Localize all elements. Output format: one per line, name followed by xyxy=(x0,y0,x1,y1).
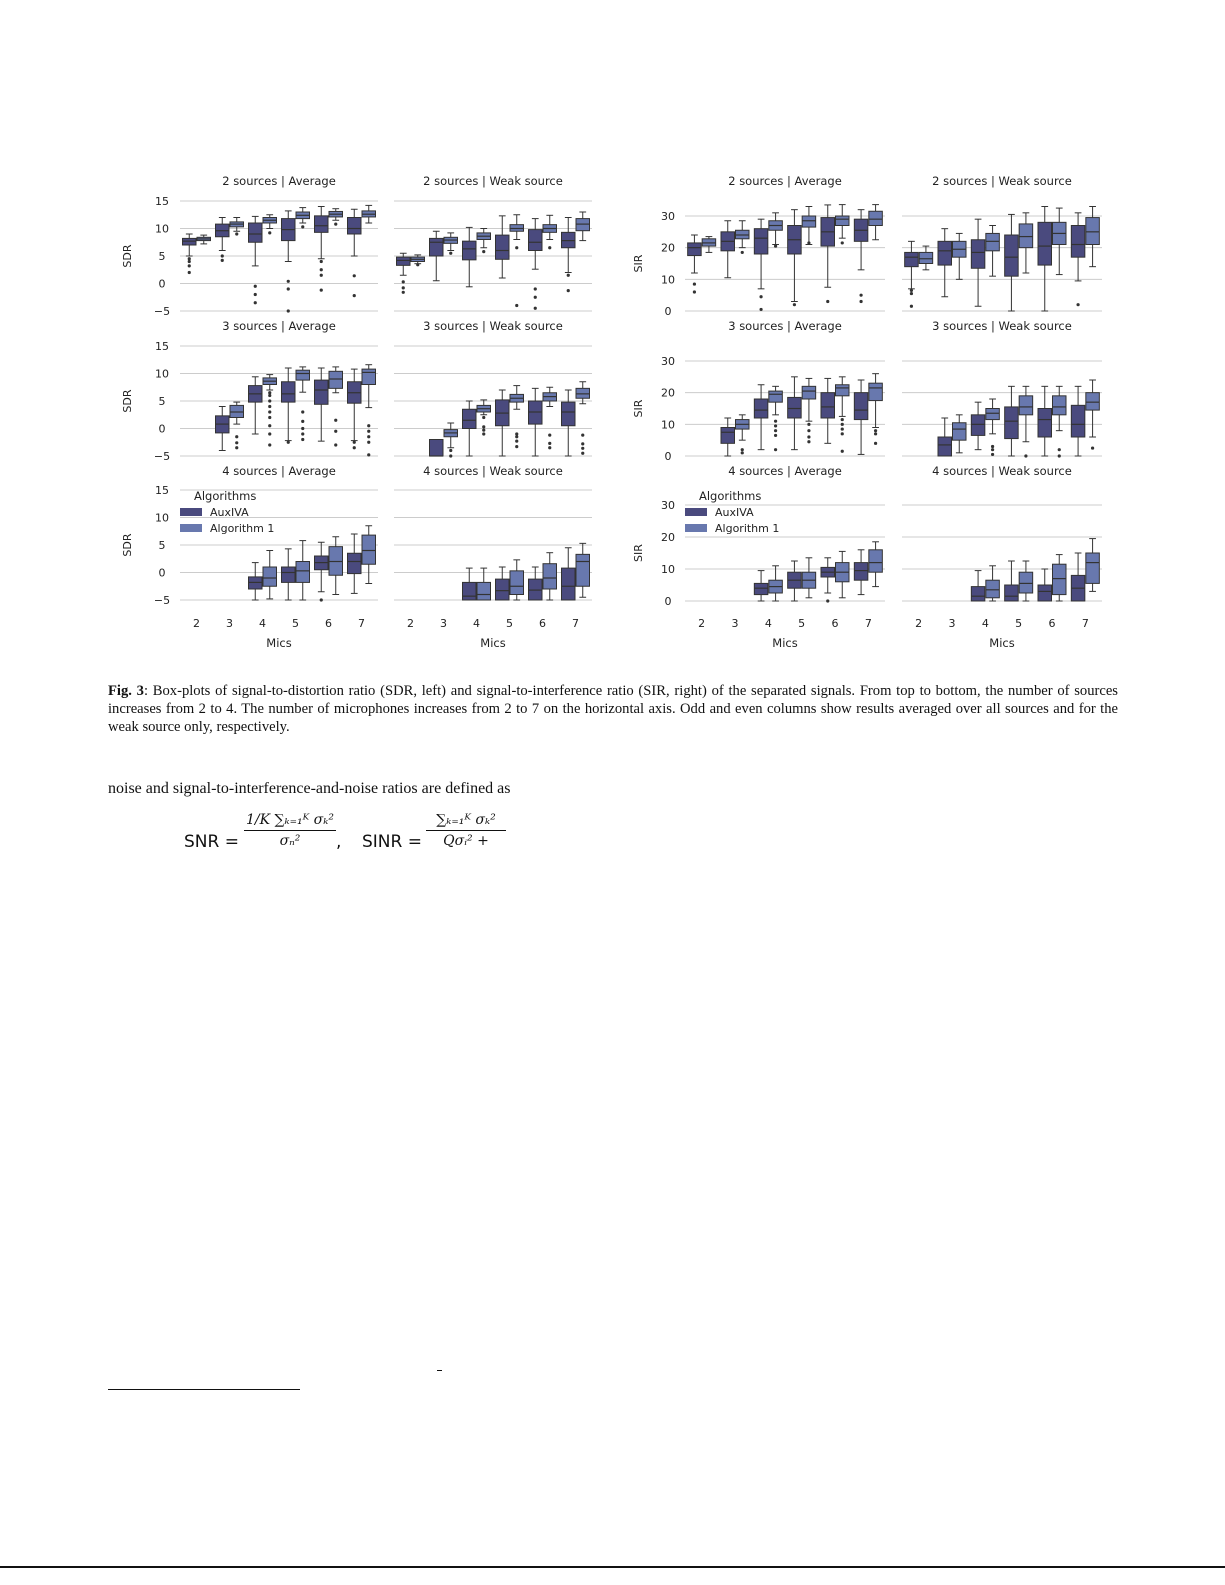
outlier-point xyxy=(449,454,452,457)
box xyxy=(1005,235,1019,276)
outlier-point xyxy=(188,257,191,260)
outlier-point xyxy=(482,250,485,253)
x-tick-label: 7 xyxy=(358,617,365,630)
box xyxy=(836,385,850,396)
box xyxy=(496,579,510,600)
box xyxy=(496,235,510,259)
box xyxy=(836,216,850,226)
outlier-point xyxy=(793,303,796,306)
outlier-point xyxy=(1091,446,1094,449)
x-tick-label: 2 xyxy=(407,617,414,630)
outlier-point xyxy=(301,410,304,413)
legend-title: Algorithms xyxy=(194,489,257,503)
box xyxy=(869,211,883,225)
figure-3-boxplots xyxy=(0,0,1225,670)
x-tick-label: 2 xyxy=(915,617,923,630)
box xyxy=(721,428,735,444)
box xyxy=(754,399,768,418)
outlier-point xyxy=(320,274,323,277)
outlier-point xyxy=(910,305,913,308)
outlier-point xyxy=(287,441,290,444)
outlier-point xyxy=(859,300,862,303)
x-tick-label: 3 xyxy=(440,617,447,630)
box xyxy=(869,550,883,572)
y-tick-label: 5 xyxy=(158,250,166,263)
panel-title: 2 sources | Average xyxy=(222,174,336,188)
panel-title: 3 sources | Average xyxy=(222,319,336,333)
outlier-point xyxy=(1024,454,1027,457)
x-tick-label: 5 xyxy=(1015,617,1023,630)
box xyxy=(986,580,1000,598)
x-tick-label: 3 xyxy=(948,617,956,630)
panel-title: 2 sources | Weak source xyxy=(423,174,563,188)
box xyxy=(688,243,702,256)
box xyxy=(1038,222,1052,265)
y-tick-label: 20 xyxy=(661,386,675,400)
outlier-point xyxy=(774,448,777,451)
box xyxy=(576,554,590,586)
outlier-point xyxy=(482,432,485,435)
eq-comma: , xyxy=(336,832,342,852)
box xyxy=(1086,393,1100,410)
box xyxy=(905,252,919,266)
panel-title: 3 sources | Average xyxy=(728,319,842,333)
outlier-point xyxy=(268,405,271,408)
outlier-point xyxy=(581,442,584,445)
y-axis-label: SIR xyxy=(632,254,645,273)
x-tick-label: 4 xyxy=(473,617,480,630)
box xyxy=(754,229,768,254)
outlier-point xyxy=(741,451,744,454)
caption-text: : Box-plots of signal-to-distortion ratio (SDR, left) and signal-to-interference ratio (SIR, right) of the separated signals. From top to bottom, the number of sources increases from 2 to 4. The number of microphones increases from 2 to 7 on the horizontal axis. Odd and even columns show results averaged over all sources and for the weak source only, respectively. xyxy=(108,683,1118,735)
legend-swatch xyxy=(180,524,202,532)
box xyxy=(854,563,868,581)
outlier-point xyxy=(581,447,584,450)
eq-sinr-lhs: SINR = xyxy=(362,832,422,852)
stray-mark xyxy=(437,1370,442,1371)
outlier-point xyxy=(807,423,810,426)
outlier-point xyxy=(268,443,271,446)
y-axis-label: SIR xyxy=(632,399,645,418)
box xyxy=(802,216,816,227)
y-tick-label: −5 xyxy=(153,450,171,463)
outlier-point xyxy=(482,416,485,419)
panel-title: 3 sources | Weak source xyxy=(932,319,1072,333)
x-tick-label: 5 xyxy=(798,617,806,630)
box xyxy=(821,393,835,418)
box xyxy=(463,241,477,260)
outlier-point xyxy=(581,434,584,437)
eq-snr-denominator: σₙ² xyxy=(279,833,301,849)
eq-snr-fraction xyxy=(244,812,336,849)
outlier-point xyxy=(221,259,224,262)
box xyxy=(769,391,783,402)
outlier-point xyxy=(991,445,994,448)
box xyxy=(788,397,802,418)
outlier-point xyxy=(367,453,370,456)
outlier-point xyxy=(515,304,518,307)
outlier-point xyxy=(991,448,994,451)
y-tick-label: 0 xyxy=(664,305,672,318)
eq-sinr-denominator: Qσᵢ² + xyxy=(443,833,489,849)
y-tick-label: −5 xyxy=(153,305,171,318)
outlier-point xyxy=(235,232,238,235)
outlier-point xyxy=(254,285,257,288)
box xyxy=(282,382,296,402)
panel-title: 4 sources | Weak source xyxy=(423,464,563,478)
outlier-point xyxy=(515,432,518,435)
outlier-point xyxy=(774,424,777,427)
outlier-point xyxy=(774,420,777,423)
x-tick-label: 7 xyxy=(572,617,579,630)
outlier-point xyxy=(841,432,844,435)
y-tick-label: 15 xyxy=(155,484,169,497)
outlier-point xyxy=(301,432,304,435)
box xyxy=(329,371,343,388)
outlier-point xyxy=(515,445,518,448)
box xyxy=(802,386,816,399)
outlier-point xyxy=(841,418,844,421)
legend-item: AuxIVA xyxy=(715,506,754,519)
outlier-point xyxy=(874,429,877,432)
y-tick-label: 10 xyxy=(661,563,675,576)
legend-swatch xyxy=(685,508,707,516)
x-tick-label: 7 xyxy=(1081,617,1089,630)
y-tick-label: 15 xyxy=(155,195,169,208)
y-tick-label: 10 xyxy=(661,418,675,432)
y-tick-label: 10 xyxy=(155,367,169,381)
outlier-point xyxy=(353,446,356,449)
box xyxy=(1086,553,1100,583)
box xyxy=(348,218,362,235)
outlier-point xyxy=(991,453,994,456)
y-axis-label: SDR xyxy=(121,533,134,557)
y-tick-label: −5 xyxy=(153,594,171,607)
outlier-point xyxy=(449,252,452,255)
outlier-point xyxy=(807,440,810,443)
outlier-point xyxy=(1058,448,1061,451)
outlier-point xyxy=(874,442,877,445)
y-axis-label: SDR xyxy=(121,389,134,413)
outlier-point xyxy=(268,416,271,419)
outlier-point xyxy=(367,441,370,444)
x-tick-label: 7 xyxy=(864,617,872,630)
outlier-point xyxy=(287,287,290,290)
y-tick-label: 0 xyxy=(158,566,166,580)
x-tick-label: 3 xyxy=(226,617,233,630)
box xyxy=(986,233,1000,250)
outlier-point xyxy=(910,292,913,295)
outlier-point xyxy=(841,450,844,453)
outlier-point xyxy=(367,435,370,438)
box xyxy=(362,535,376,564)
outlier-point xyxy=(567,274,570,277)
outlier-point xyxy=(581,452,584,455)
legend-item: AuxIVA xyxy=(210,506,249,519)
legend-item: Algorithm 1 xyxy=(715,522,780,535)
box xyxy=(919,252,933,263)
outlier-point xyxy=(188,260,191,263)
outlier-point xyxy=(402,291,405,294)
x-tick-label: 6 xyxy=(831,617,839,630)
box xyxy=(510,571,524,595)
outlier-point xyxy=(534,307,537,310)
y-tick-label: 0 xyxy=(664,595,672,608)
eq-sinr-numerator: ∑ₖ₌₁ᴷ σₖ² xyxy=(436,812,496,828)
box xyxy=(362,369,376,384)
y-tick-label: 30 xyxy=(661,210,675,223)
box xyxy=(282,567,296,582)
x-tick-label: 3 xyxy=(731,617,739,630)
box xyxy=(543,564,557,589)
body-text: noise and signal-to-interference-and-noise ratios are defined as xyxy=(108,780,511,797)
outlier-point xyxy=(268,231,271,234)
panel-title: 2 sources | Average xyxy=(728,174,842,188)
y-axis-label: SIR xyxy=(632,544,645,562)
outlier-point xyxy=(548,434,551,437)
outlier-point xyxy=(287,309,290,312)
x-axis-label: Mics xyxy=(772,636,798,650)
panel-title: 4 sources | Average xyxy=(222,464,336,478)
box xyxy=(938,241,952,265)
x-tick-label: 2 xyxy=(193,617,200,630)
y-tick-label: 20 xyxy=(661,241,675,255)
y-tick-label: 0 xyxy=(158,277,166,291)
outlier-point xyxy=(515,440,518,443)
outlier-point xyxy=(221,254,224,257)
outlier-point xyxy=(534,287,537,290)
outlier-point xyxy=(807,435,810,438)
box xyxy=(971,587,985,601)
outlier-point xyxy=(826,599,829,602)
box xyxy=(249,223,263,242)
outlier-point xyxy=(235,435,238,438)
y-tick-label: 0 xyxy=(158,422,166,436)
box xyxy=(463,409,477,428)
outlier-point xyxy=(301,427,304,430)
outlier-point xyxy=(268,424,271,427)
outlier-point xyxy=(268,399,271,402)
box xyxy=(986,409,1000,420)
panel-title: 2 sources | Weak source xyxy=(932,174,1072,188)
outlier-point xyxy=(759,308,762,311)
outlier-point xyxy=(841,427,844,430)
x-tick-label: 4 xyxy=(764,617,772,630)
outlier-point xyxy=(301,225,304,228)
y-tick-label: 0 xyxy=(664,450,672,463)
outlier-point xyxy=(320,268,323,271)
y-tick-label: 10 xyxy=(661,273,675,287)
outlier-point xyxy=(353,441,356,444)
box xyxy=(1038,585,1052,601)
figure-caption xyxy=(108,682,1118,736)
outlier-point xyxy=(826,300,829,303)
page-bottom-rule xyxy=(0,1566,1225,1568)
outlier-point xyxy=(534,296,537,299)
outlier-point xyxy=(268,394,271,397)
outlier-point xyxy=(367,430,370,433)
box xyxy=(348,553,362,573)
box xyxy=(1053,396,1067,415)
outlier-point xyxy=(235,441,238,444)
legend-item: Algorithm 1 xyxy=(210,522,275,535)
x-tick-label: 4 xyxy=(259,617,266,630)
legend-swatch xyxy=(180,508,202,516)
outlier-point xyxy=(353,274,356,277)
box xyxy=(1071,226,1085,258)
y-tick-label: 20 xyxy=(661,531,675,544)
box xyxy=(562,402,576,426)
outlier-point xyxy=(188,264,191,267)
x-tick-label: 6 xyxy=(539,617,546,630)
outlier-point xyxy=(353,294,356,297)
box xyxy=(1086,218,1100,245)
box xyxy=(754,583,768,594)
outlier-point xyxy=(301,420,304,423)
outlier-point xyxy=(807,429,810,432)
outlier-point xyxy=(301,438,304,441)
outlier-point xyxy=(841,241,844,244)
x-tick-label: 6 xyxy=(325,617,332,630)
y-tick-label: 10 xyxy=(155,511,169,525)
box xyxy=(1005,585,1019,601)
outlier-point xyxy=(759,295,762,298)
box xyxy=(315,216,329,233)
eq-snr-lhs: SNR = xyxy=(184,832,239,852)
box xyxy=(938,437,952,456)
box xyxy=(477,582,491,600)
outlier-point xyxy=(188,271,191,274)
outlier-point xyxy=(402,286,405,289)
outlier-point xyxy=(567,289,570,292)
x-tick-label: 6 xyxy=(1048,617,1056,630)
y-tick-label: 15 xyxy=(155,340,169,353)
outlier-point xyxy=(482,425,485,428)
outlier-point xyxy=(1058,454,1061,457)
eq-sinr-fraction xyxy=(426,812,506,849)
box xyxy=(971,415,985,436)
outlier-point xyxy=(254,301,257,304)
box xyxy=(430,440,444,457)
outlier-point xyxy=(548,246,551,249)
outlier-point xyxy=(334,419,337,422)
box xyxy=(463,582,477,600)
legend-title: Algorithms xyxy=(699,489,762,503)
outlier-point xyxy=(268,391,271,394)
outlier-point xyxy=(874,432,877,435)
y-tick-label: 10 xyxy=(155,222,169,236)
y-tick-label: 5 xyxy=(158,395,166,408)
y-tick-label: 30 xyxy=(661,355,675,368)
outlier-point xyxy=(807,241,810,244)
box xyxy=(971,240,985,269)
outlier-point xyxy=(320,260,323,263)
outlier-point xyxy=(320,598,323,601)
outlier-point xyxy=(254,293,257,296)
outlier-point xyxy=(268,410,271,413)
outlier-point xyxy=(334,443,337,446)
outlier-point xyxy=(287,280,290,283)
eq-snr-numerator: 1/K ∑ₖ₌₁ᴷ σₖ² xyxy=(246,812,334,828)
outlier-point xyxy=(268,432,271,435)
outlier-point xyxy=(449,449,452,452)
box xyxy=(296,562,310,583)
x-axis-label: Mics xyxy=(266,636,292,650)
outlier-point xyxy=(841,423,844,426)
y-tick-label: 5 xyxy=(158,539,166,552)
outlier-point xyxy=(859,294,862,297)
caption-label: Fig. 3 xyxy=(108,683,144,699)
outlier-point xyxy=(548,446,551,449)
outlier-point xyxy=(482,429,485,432)
outlier-point xyxy=(320,289,323,292)
x-tick-label: 5 xyxy=(506,617,513,630)
box xyxy=(1019,572,1033,593)
outlier-point xyxy=(693,282,696,285)
box xyxy=(1019,224,1033,248)
outlier-point xyxy=(402,280,405,283)
outlier-point xyxy=(548,442,551,445)
box xyxy=(296,370,310,380)
box xyxy=(562,568,576,600)
box xyxy=(1071,405,1085,437)
box xyxy=(1038,409,1052,438)
panel-title: 4 sources | Weak source xyxy=(932,464,1072,478)
box xyxy=(1053,564,1067,594)
box xyxy=(1019,396,1033,415)
box xyxy=(854,393,868,420)
outlier-point xyxy=(334,223,337,226)
footnote-rule xyxy=(108,1389,300,1390)
box xyxy=(315,380,329,404)
box xyxy=(397,257,411,265)
outlier-point xyxy=(1076,303,1079,306)
y-axis-label: SDR xyxy=(121,244,134,268)
outlier-point xyxy=(741,251,744,254)
outlier-point xyxy=(334,430,337,433)
x-tick-label: 2 xyxy=(698,617,706,630)
outlier-point xyxy=(693,290,696,293)
box xyxy=(430,238,444,256)
outlier-point xyxy=(416,263,419,266)
x-axis-label: Mics xyxy=(989,636,1015,650)
y-tick-label: 30 xyxy=(661,499,675,512)
x-axis-label: Mics xyxy=(480,636,506,650)
outlier-point xyxy=(367,424,370,427)
panel-title: 3 sources | Weak source xyxy=(423,319,563,333)
box xyxy=(1005,407,1019,439)
outlier-point xyxy=(774,434,777,437)
outlier-point xyxy=(774,429,777,432)
box xyxy=(953,423,967,440)
x-tick-label: 5 xyxy=(292,617,299,630)
x-tick-label: 4 xyxy=(981,617,989,630)
outlier-point xyxy=(515,246,518,249)
outlier-point xyxy=(515,435,518,438)
legend-swatch xyxy=(685,524,707,532)
panel-title: 4 sources | Average xyxy=(728,464,842,478)
box xyxy=(529,230,543,251)
box xyxy=(263,567,277,586)
outlier-point xyxy=(741,448,744,451)
outlier-point xyxy=(774,244,777,247)
outlier-point xyxy=(235,446,238,449)
box xyxy=(869,383,883,400)
outlier-point xyxy=(910,289,913,292)
